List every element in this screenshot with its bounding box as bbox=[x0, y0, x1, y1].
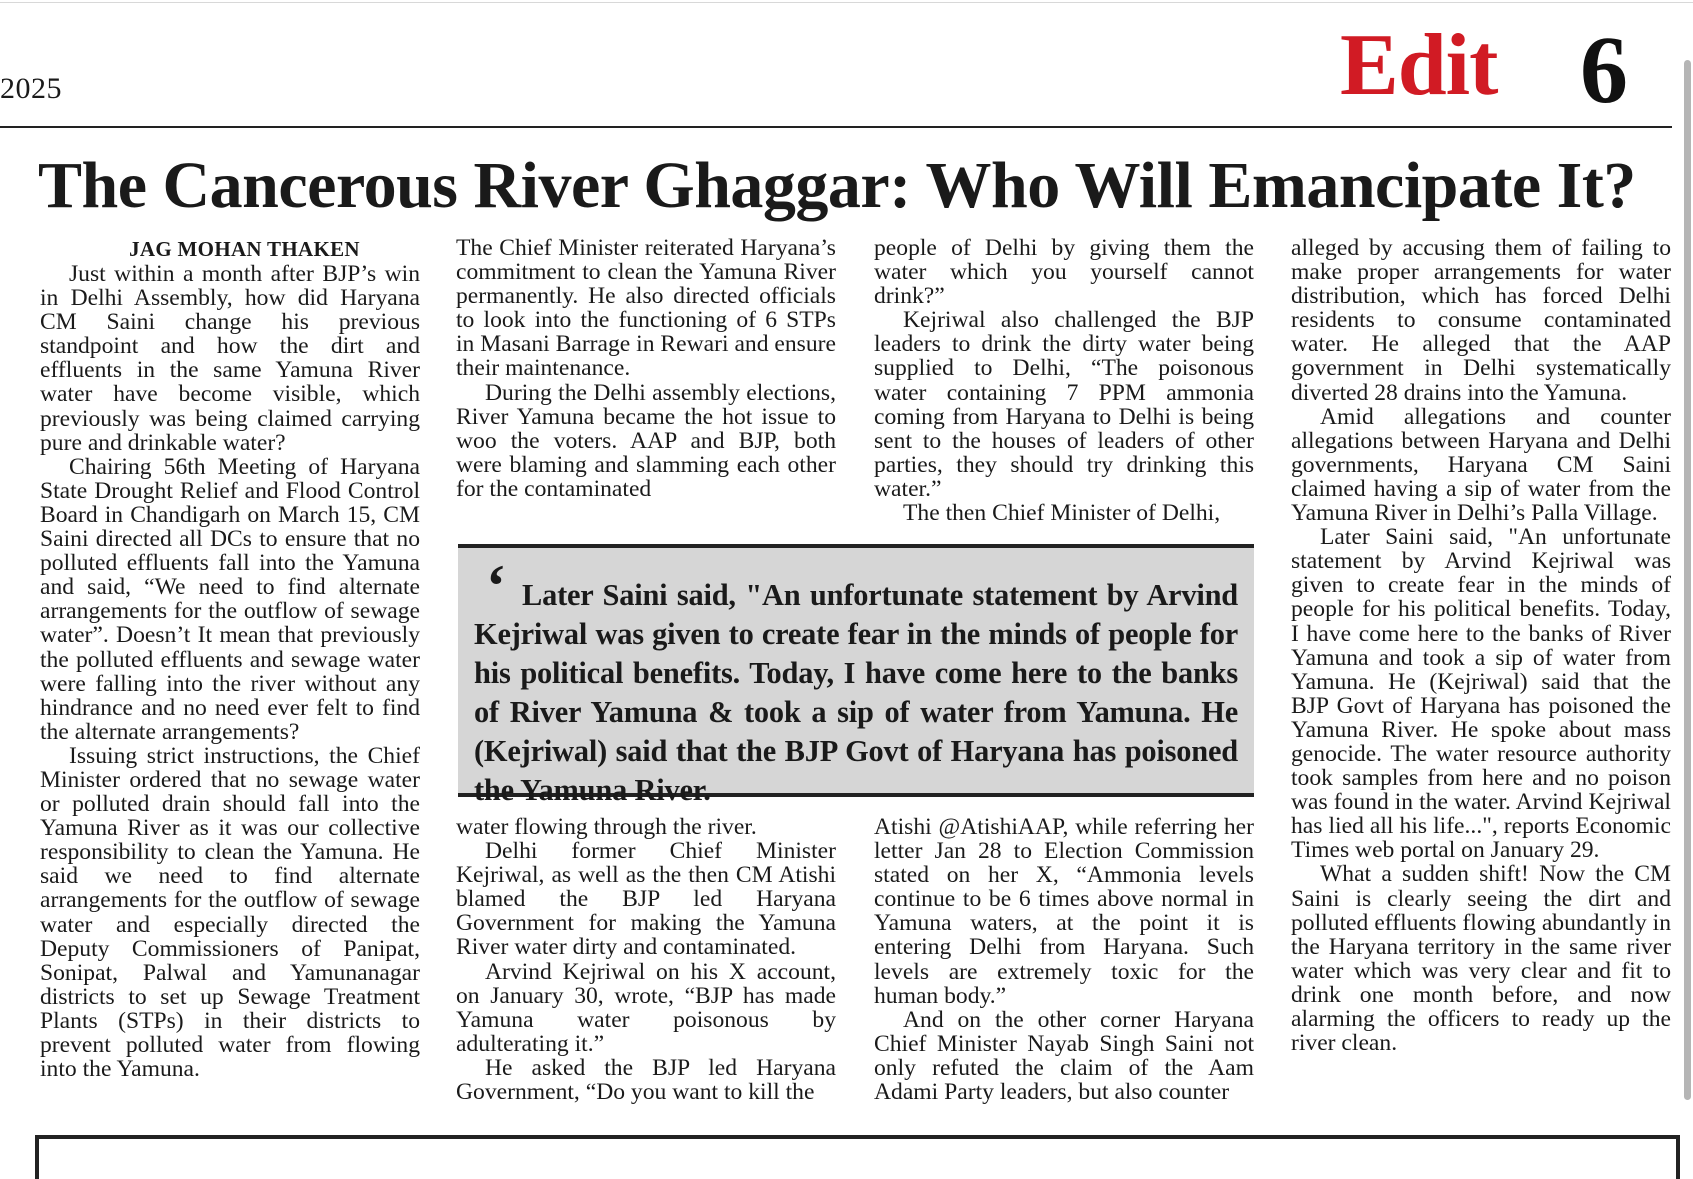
paragraph: Later Saini said, "An unfortunate statement by Arvind Kejriwal was given to create fear in the minds of people for his political benefits. Today, I have come here to the banks of River Yamuna and took a sip of water from Yamuna. He (Kejriwal) said that the BJP Govt of Haryana has poisoned the Yamuna River. He spoke about mass genocide. The water resource authority took samples from here and no poison was found in the water. Arvind Kejriwal has lied all his life...", reports Economic Times web portal on January 29. bbox=[1291, 524, 1671, 864]
paragraph: Chairing 56th Meeting of Haryana State Drought Relief and Flood Control Board in Chandigarh on March 15, CM Saini directed all DCs to ensure that no polluted effluents fall into the Yamuna and said, “We need to find alternate arrangements for the outflow of sewage water”. Doesn’t It mean that previously the polluted effluents and sewage water were falling into the river without any hindrance and no need ever felt to find the alternate arrangements? bbox=[40, 453, 420, 745]
next-article-box-edge bbox=[35, 1135, 1680, 1179]
paragraph: Arvind Kejriwal on his X account, on January 30, wrote, “BJP has made Yamuna water poisonous by adulterating it.” bbox=[456, 958, 836, 1057]
paragraph: During the Delhi assembly elections, River Yamuna became the hot issue to woo the voters. AAP and BJP, both were blaming and slamming each other for the contaminated bbox=[456, 379, 836, 502]
article-headline: The Cancerous River Ghaggar: Who Will Emancipate It? bbox=[38, 149, 1636, 222]
pull-quote-text: Later Saini said, "An unfortunate statement by Arvind Kejriwal was given to create fear in the minds of people for his political benefits. Today, I have come here to the banks of River Yamuna & took a sip of water from Yamuna. He (Kejriwal) said that the BJP Govt of Haryana has poisoned the Yamuna River. bbox=[474, 578, 1238, 807]
byline: JAG MOHAN THAKEN bbox=[129, 237, 360, 261]
paragraph: He asked the BJP led Haryana Government, “Do you want to kill the bbox=[456, 1054, 836, 1106]
article-column-3-bottom bbox=[874, 815, 1254, 1104]
issue-date: 2025 bbox=[0, 72, 62, 105]
pull-quote-box bbox=[458, 544, 1254, 807]
paragraph: people of Delhi by giving them the water which you yourself cannot drink?” bbox=[874, 235, 1254, 310]
masthead-rule bbox=[0, 126, 1672, 128]
paragraph: The then Chief Minister of Delhi, bbox=[903, 500, 1221, 527]
article-column-1 bbox=[40, 236, 420, 1081]
paragraph: Atishi @AtishiAAP, while referring her letter Jan 28 to Election Commission stated on her X, “Ammonia levels continue to be 6 times above normal in Yamuna waters, at the point it is entering Delhi from Haryana. Such levels are extremely toxic for the human body.” bbox=[874, 814, 1254, 1009]
paragraph: Just within a month after BJP’s win in Delhi Assembly, how did Haryana CM Saini change his previous standpoint and how the dirt and effluents in the same Yamuna River water have become visible, which previously was being claimed carrying pure and drinkable water? bbox=[40, 261, 420, 456]
paragraph: Amid allegations and counter allegations between Haryana and Delhi governments, Haryana CM Saini claimed having a sip of water from the Yamuna River in Delhi’s Palla Village. bbox=[1291, 403, 1671, 527]
paragraph: Kejriwal also challenged the BJP leaders to drink the dirty water being supplied to Delhi, “The poisonous water containing 7 PPM ammonia coming from Haryana to Delhi is being sent to the houses of leaders of other parties, they should try drinking this water.” bbox=[874, 307, 1254, 502]
paragraph: alleged by accusing them of failing to make proper arrangements for water distribution, which has forced Delhi residents to consume contaminated water. He alleged that the AAP government in Delhi systematically diverted 28 drains into the Yamuna. bbox=[1291, 235, 1671, 406]
top-edge-line bbox=[0, 2, 1693, 3]
article-column-4 bbox=[1291, 236, 1671, 1055]
paragraph: What a sudden shift! Now the CM Saini is clearly seeing the dirt and polluted effluents flowing abundantly in the Haryana territory in the same river water which was very clear and fit to drink one month before, and now alarming the officers to ready up the river clean. bbox=[1291, 861, 1671, 1057]
quote-mark-icon: ‘ bbox=[486, 553, 506, 619]
page-number: 6 bbox=[1580, 16, 1628, 123]
paragraph: Delhi former Chief Minister Kejriwal, as well as the then CM Atishi blamed the BJP led Haryana Government for making the Yamuna River water dirty and contaminated. bbox=[456, 838, 836, 961]
paragraph: water flowing through the river. bbox=[456, 814, 757, 840]
article-column-2-top bbox=[456, 236, 836, 501]
section-title: Edit bbox=[1340, 17, 1498, 114]
article-column-3-top bbox=[874, 236, 1254, 525]
paragraph: The Chief Minister reiterated Haryana’s commitment to clean the Yamuna River permanently. He also directed officials to look into the functioning of 6 STPs in Masani Barrage in Rewari and ensure their maintenance. bbox=[456, 235, 836, 382]
paragraph: And on the other corner Haryana Chief Minister Nayab Singh Saini not only refuted the claim of the Aam Adami Party leaders, but also counter bbox=[874, 1006, 1254, 1106]
scrollbar[interactable] bbox=[1684, 60, 1691, 1100]
article-column-2-bottom bbox=[456, 815, 836, 1104]
paragraph: Issuing strict instructions, the Chief Minister ordered that no sewage water or polluted drain should fall into the Yamuna River as it was our collective responsibility to clean the Yamuna. He said we need to find alternate arrangements for the outflow of sewage water and especially directed the Deputy Commissioners of Panipat, Sonipat, Palwal and Yamunanagar districts to set up Sewage Treatment Plants (STPs) in their districts to prevent polluted water from flowing into the Yamuna. bbox=[40, 742, 420, 1083]
